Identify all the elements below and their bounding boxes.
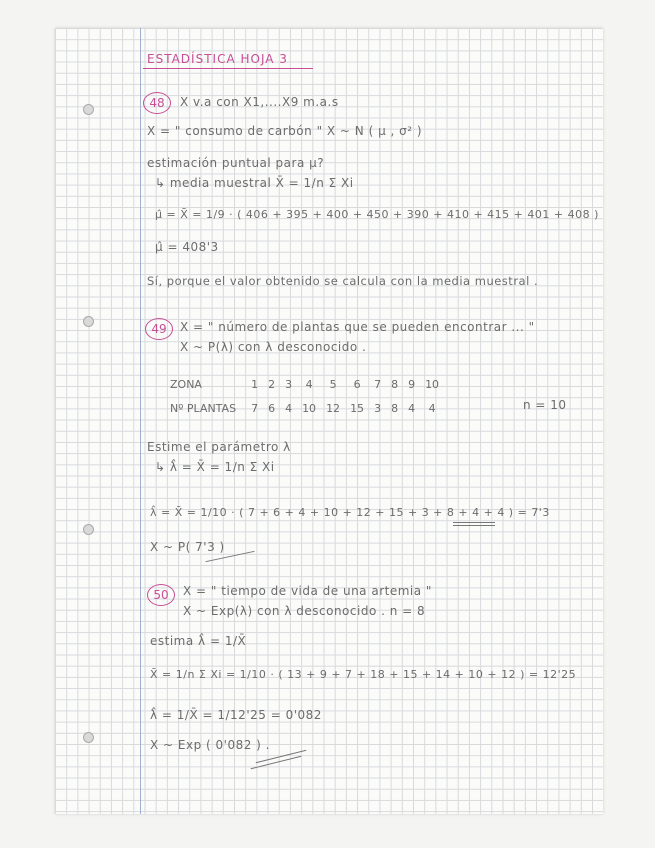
table-row	[165, 372, 444, 396]
ex48-line: X = " consumo de carbón " X ~ N ( µ , σ² )	[147, 124, 423, 138]
ex49-line: X = " número de plantas que se pueden encontrar ... "	[180, 320, 535, 334]
ex48-line: µ̂ = 408'3	[155, 240, 219, 254]
row-label: Nº PLANTAS	[170, 401, 237, 415]
cell: 7	[374, 377, 382, 391]
ex49-line: Estime el parámetro λ	[147, 440, 291, 454]
ex50-line: λ̂ = 1/X̄ = 1/12'25 = 0'082	[150, 708, 322, 722]
cell: 15	[350, 401, 365, 415]
margin-line	[140, 28, 141, 814]
ex48-line: ↳ media muestral X̄ = 1/n Σ Xi	[155, 176, 354, 190]
ex50-line: X̄ = 1/n Σ Xi = 1/10 · ( 13 + 9 + 7 + 18 + 15 + 14 + 10 + 12 ) = 12'25	[150, 668, 577, 681]
cell: 9	[408, 377, 416, 391]
cell: 6	[268, 401, 276, 415]
cell: 2	[268, 377, 276, 391]
ex48-line: µ̂ = X̄ = 1/9 · ( 406 + 395 + 400 + 450 + 390 + 410 + 415 + 401 + 408 )	[155, 208, 599, 221]
cell: 7	[251, 401, 259, 415]
cell: 4	[408, 401, 416, 415]
table-row	[165, 396, 444, 420]
cell: 4	[305, 377, 313, 391]
punch-hole	[83, 524, 94, 535]
exercise-number-50: 50	[147, 584, 175, 606]
title-underline	[143, 68, 313, 69]
ex49-line: λ̂ = X̄ = 1/10 · ( 7 + 6 + 4 + 10 + 12 + 15 + 3 + 8 + 4 + 4 ) = 7'3	[150, 506, 550, 519]
cell: 1	[251, 377, 259, 391]
punch-hole	[83, 732, 94, 743]
ex49-line: X ~ P(λ) con λ desconocido .	[180, 340, 367, 354]
row-label: ZONA	[170, 377, 202, 391]
exercise-number-49: 49	[145, 318, 173, 340]
cell: 6	[353, 377, 361, 391]
ex48-line: estimación puntual para µ?	[147, 156, 325, 170]
punch-hole	[83, 316, 94, 327]
cell: 12	[326, 401, 341, 415]
page-title: ESTADÍSTICA HOJA 3	[147, 52, 288, 66]
double-underline	[453, 522, 495, 523]
ex49-line: ↳ λ̂ = X̄ = 1/n Σ Xi	[155, 460, 275, 474]
cell: 3	[285, 377, 293, 391]
ex50-line: estima λ̂ = 1/X̄	[150, 634, 247, 648]
cell: 4	[428, 401, 436, 415]
ex49-line: X ~ P( 7'3 )	[150, 540, 225, 554]
cell: 8	[391, 377, 399, 391]
ex48-line: Sí, porque el valor obtenido se calcula con la media muestral .	[147, 274, 539, 288]
sample-size: n = 10	[523, 398, 567, 412]
exercise-number-48: 48	[143, 92, 171, 114]
double-underline	[453, 525, 495, 526]
cell: 10	[302, 401, 317, 415]
ex50-line: X = " tiempo de vida de una artemia "	[183, 584, 432, 598]
ex50-line: X ~ Exp ( 0'082 ) .	[150, 738, 270, 752]
ex48-line: X v.a con X1,....X9 m.a.s	[180, 95, 339, 109]
plants-table	[165, 372, 444, 420]
punch-hole	[83, 104, 94, 115]
cell: 8	[391, 401, 399, 415]
cell: 4	[285, 401, 293, 415]
ex50-line: X ~ Exp(λ) con λ desconocido . n = 8	[183, 604, 426, 618]
cell: 5	[329, 377, 337, 391]
cell: 3	[374, 401, 382, 415]
cell: 10	[425, 377, 440, 391]
notebook-page	[55, 28, 603, 814]
